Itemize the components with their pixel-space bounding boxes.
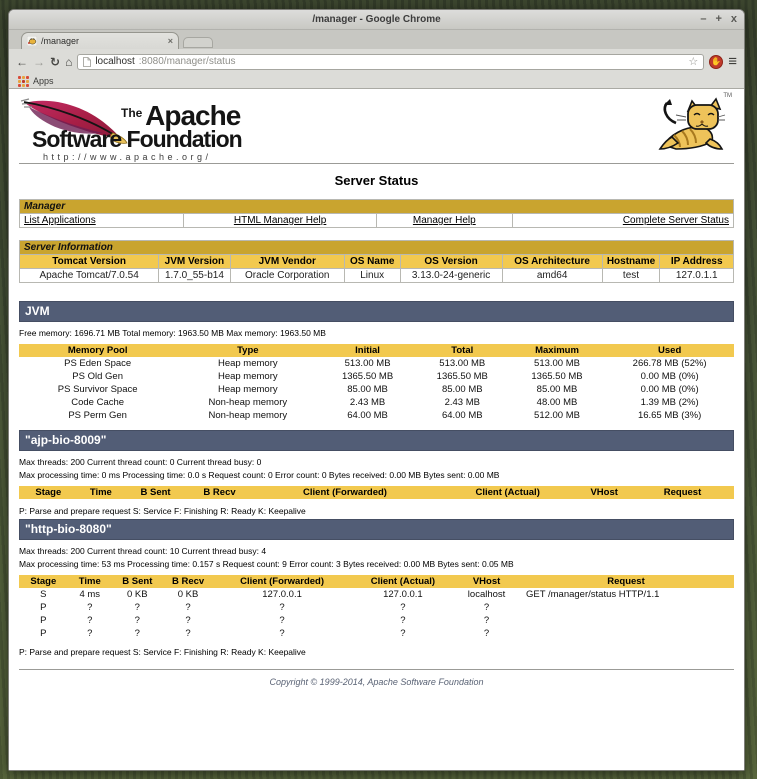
table-header-cell: Client (Actual): [351, 575, 455, 588]
table-cell: ?: [185, 602, 191, 614]
trademark-label: TM: [723, 93, 732, 99]
http-connector-header: "http-bio-8080": [19, 519, 734, 540]
url-host: localhost: [95, 56, 135, 67]
memory-pool-body: [19, 357, 734, 422]
close-button[interactable]: x: [730, 13, 737, 25]
table-row: [20, 269, 734, 283]
new-tab-button[interactable]: [183, 37, 213, 48]
page-icon: [83, 57, 91, 67]
bookmarks-bar: [9, 74, 744, 89]
logo-the: The: [121, 106, 143, 120]
asf-logo-text: [19, 93, 242, 162]
table-row: [19, 588, 734, 601]
table-cell: 513.00 MB: [439, 358, 486, 370]
browser-toolbar: [9, 49, 744, 74]
table-header-cell: Tomcat Version: [20, 255, 159, 269]
server-info-title-row: [20, 241, 734, 255]
table-row: [19, 627, 734, 640]
html-manager-help-link[interactable]: HTML Manager Help: [233, 215, 327, 226]
table-cell: ?: [400, 602, 406, 614]
table-cell: 2.43 MB: [444, 397, 480, 409]
table-header-cell: OS Version: [400, 255, 502, 269]
page-title: Server Status: [334, 173, 419, 188]
table-header-cell: B Recv: [187, 486, 252, 499]
table-header-cell: Stage: [19, 486, 78, 499]
banner: [19, 93, 734, 162]
table-header-cell: Stage: [19, 575, 68, 588]
table-cell: amd64: [502, 269, 602, 283]
manager-section-title: Manager: [20, 200, 734, 214]
table-cell: 1.7.0_55-b14: [159, 269, 230, 283]
reload-button[interactable]: ↻: [50, 54, 61, 69]
ajp-connector-header: "ajp-bio-8009": [19, 430, 734, 451]
table-cell: 1.39 MB (2%): [640, 397, 699, 409]
table-cell: ?: [134, 615, 140, 627]
table-header-cell: Client (Forwarded): [252, 486, 438, 499]
ajp-processing-line: Max processing time: 0 ms Processing time: 0.0 s Request count: 0 Error count: 0 Bytes received: 0.00 MB Bytes sent: 0.00 MB: [19, 470, 500, 481]
tab-title: /manager: [41, 36, 80, 46]
table-cell: ?: [87, 602, 93, 614]
table-header-cell: B Sent: [112, 575, 163, 588]
maximize-button[interactable]: +: [715, 13, 722, 25]
table-header-cell: Client (Actual): [438, 486, 577, 499]
tab-close-icon[interactable]: ×: [167, 36, 173, 46]
logo-url: http://www.apache.org/: [43, 152, 212, 162]
table-cell: 64.00 MB: [441, 410, 483, 422]
browser-window: [8, 9, 745, 771]
table-header-cell: Client (Forwarded): [213, 575, 350, 588]
table-cell: 266.78 MB (52%): [632, 358, 707, 370]
table-cell: ?: [483, 615, 490, 627]
manager-link-cell: [512, 214, 733, 228]
table-cell: ?: [279, 628, 285, 640]
table-cell: 127.0.1.1: [660, 269, 734, 283]
table-cell: 1365.50 MB: [436, 371, 488, 383]
table-header-cell: OS Name: [344, 255, 400, 269]
footer-divider: [19, 669, 734, 670]
server-info-section-title: Server Information: [20, 241, 734, 255]
table-cell: S: [40, 589, 47, 601]
ajp-stage-legend: P: Parse and prepare request S: Service F: Finishing R: Ready K: Keepalive: [19, 506, 306, 517]
table-header-cell: Hostname: [602, 255, 660, 269]
table-header-cell: JVM Version: [159, 255, 230, 269]
table-cell: ?: [400, 615, 406, 627]
apps-button[interactable]: Apps: [33, 76, 54, 86]
table-cell: Heap memory: [217, 384, 278, 396]
table-cell: Oracle Corporation: [230, 269, 344, 283]
table-cell: ?: [483, 628, 490, 640]
table-row: [19, 409, 734, 422]
table-cell: Code Cache: [71, 397, 125, 409]
table-header-cell: JVM Vendor: [230, 255, 344, 269]
adblock-extension-icon[interactable]: ✋: [709, 55, 723, 69]
table-header-cell: Initial: [319, 344, 416, 357]
logo-apache: Apache: [145, 100, 241, 131]
jvm-memory-summary: Free memory: 1696.71 MB Total memory: 1963.50 MB Max memory: 1963.50 MB: [19, 328, 326, 338]
table-cell: 512.00 MB: [534, 410, 580, 422]
tab-strip: [9, 30, 744, 49]
table-cell: test: [602, 269, 660, 283]
table-cell: PS Old Gen: [72, 371, 123, 383]
apps-grid-icon: [18, 76, 29, 87]
table-header-cell: Memory Pool: [19, 344, 176, 357]
table-cell: [518, 614, 734, 627]
table-header-cell: Maximum: [509, 344, 606, 357]
tab-manager[interactable]: [21, 32, 179, 49]
server-info-table: [19, 240, 734, 283]
table-cell: 513.00 MB: [344, 358, 391, 370]
table-row: [19, 614, 734, 627]
home-button[interactable]: ⌂: [65, 54, 73, 69]
banner-divider: [19, 163, 734, 164]
window-title: /manager - Google Chrome: [312, 14, 441, 25]
table-header-cell: Request: [518, 575, 734, 588]
table-cell: ?: [87, 615, 93, 627]
table-cell: 0.00 MB (0%): [640, 384, 699, 396]
page-content: [9, 89, 744, 770]
back-button[interactable]: ←: [16, 54, 28, 69]
table-header-cell: VHost: [577, 486, 631, 499]
table-header-cell: Used: [605, 344, 734, 357]
table-cell: GET /manager/status HTTP/1.1: [526, 589, 660, 601]
manager-link-cell: [184, 214, 377, 228]
list-applications-link[interactable]: List Applications: [24, 215, 96, 226]
table-row: [19, 396, 734, 409]
table-cell: P: [40, 615, 47, 627]
table-header-cell: Type: [176, 344, 319, 357]
http-processing-line: Max processing time: 53 ms Processing time: 0.157 s Request count: 9 Error count: 3 Bytes received: 0.00 MB Bytes sent: 0.05 MB: [19, 559, 514, 570]
table-cell: 1365.50 MB: [531, 371, 583, 383]
tomcat-cat-icon: [654, 93, 726, 155]
menu-icon[interactable]: ≡: [728, 52, 737, 70]
table-cell: Apache Tomcat/7.0.54: [20, 269, 159, 283]
table-header-cell: B Recv: [163, 575, 214, 588]
table-cell: 4 ms: [79, 589, 101, 601]
logo-software-foundation: Software Foundation: [32, 126, 242, 152]
table-header-cell: Time: [78, 486, 124, 499]
table-cell: PS Eden Space: [64, 358, 132, 370]
minimize-button[interactable]: –: [700, 13, 707, 25]
table-cell: 85.00 MB: [536, 384, 578, 396]
table-cell: ?: [400, 628, 406, 640]
table-cell: ?: [279, 615, 285, 627]
table-cell: ?: [87, 628, 93, 640]
table-cell: PS Perm Gen: [68, 410, 127, 422]
table-cell: Non-heap memory: [208, 410, 288, 422]
table-header-cell: Request: [631, 486, 734, 499]
http-table-header-row: [19, 575, 734, 588]
table-cell: ?: [185, 628, 191, 640]
manager-table: [19, 199, 734, 228]
table-header-cell: IP Address: [660, 255, 734, 269]
table-header-cell: Total: [416, 344, 509, 357]
table-cell: 16.65 MB (3%): [637, 410, 702, 422]
http-table-body: [19, 588, 734, 640]
table-cell: Heap memory: [217, 358, 278, 370]
table-cell: 2.43 MB: [349, 397, 386, 409]
address-bar[interactable]: [77, 54, 704, 70]
table-cell: 1365.50 MB: [341, 371, 394, 383]
bookmark-star-icon[interactable]: ☆: [688, 56, 699, 68]
jvm-section-header: JVM: [19, 301, 734, 322]
http-threads-line: Max threads: 200 Current thread count: 10 Current thread busy: 4: [19, 546, 267, 557]
table-header-cell: VHost: [455, 575, 518, 588]
table-cell: Non-heap memory: [208, 397, 288, 409]
ajp-table-header-row: [19, 486, 734, 499]
table-cell: PS Survivor Space: [57, 384, 138, 396]
table-cell: 85.00 MB: [347, 384, 388, 396]
table-row: [19, 370, 734, 383]
table-header-cell: Time: [68, 575, 112, 588]
manager-link-cell: [376, 214, 512, 228]
table-cell: ?: [279, 602, 285, 614]
table-cell: ?: [483, 602, 490, 614]
table-header-cell: B Sent: [124, 486, 187, 499]
table-cell: [518, 601, 734, 614]
table-cell: localhost: [467, 589, 506, 601]
table-cell: [518, 627, 734, 640]
table-cell: ?: [134, 602, 140, 614]
table-cell: 64.00 MB: [347, 410, 388, 422]
ajp-threads-line: Max threads: 200 Current thread count: 0 Current thread busy: 0: [19, 457, 262, 468]
copyright: Copyright © 1999-2014, Apache Software Foundation: [269, 677, 484, 688]
manager-title-row: [20, 200, 734, 214]
tomcat-logo: [654, 93, 730, 157]
http-stage-legend: P: Parse and prepare request S: Service F: Finishing R: Ready K: Keepalive: [19, 647, 306, 658]
table-cell: 127.0.0.1: [383, 589, 423, 601]
table-cell: 48.00 MB: [536, 397, 578, 409]
table-row: [19, 357, 734, 370]
server-info-body: [20, 269, 734, 283]
table-cell: 0.00 MB (0%): [640, 371, 699, 383]
memory-pool-table: [19, 344, 734, 422]
server-info-header-row: [20, 255, 734, 269]
table-cell: P: [40, 628, 47, 640]
memory-pool-header-row: [19, 344, 734, 357]
url-path: :8080/manager/status: [138, 56, 236, 67]
table-row: [19, 383, 734, 396]
table-cell: P: [40, 602, 47, 614]
table-cell: ?: [134, 628, 140, 640]
table-cell: 0 KB: [127, 589, 148, 601]
http-request-table: [19, 575, 734, 640]
forward-button[interactable]: →: [33, 54, 45, 69]
table-cell: Linux: [344, 269, 400, 283]
table-cell: 85.00 MB: [441, 384, 483, 396]
table-cell: 127.0.0.1: [262, 589, 302, 601]
complete-server-status-link[interactable]: Complete Server Status: [622, 215, 729, 226]
ajp-request-table: [19, 486, 734, 499]
tomcat-favicon-icon: [27, 36, 37, 46]
manager-links-row: [20, 214, 734, 228]
table-cell: 3.13.0-24-generic: [400, 269, 502, 283]
manager-help-link[interactable]: Manager Help: [412, 215, 476, 226]
table-cell: 513.00 MB: [534, 358, 580, 370]
window-titlebar[interactable]: [9, 10, 744, 30]
table-cell: ?: [185, 615, 191, 627]
table-header-cell: OS Architecture: [502, 255, 602, 269]
table-cell: Heap memory: [217, 371, 278, 383]
table-cell: 0 KB: [177, 589, 199, 601]
table-row: [19, 601, 734, 614]
manager-link-cell: [20, 214, 184, 228]
